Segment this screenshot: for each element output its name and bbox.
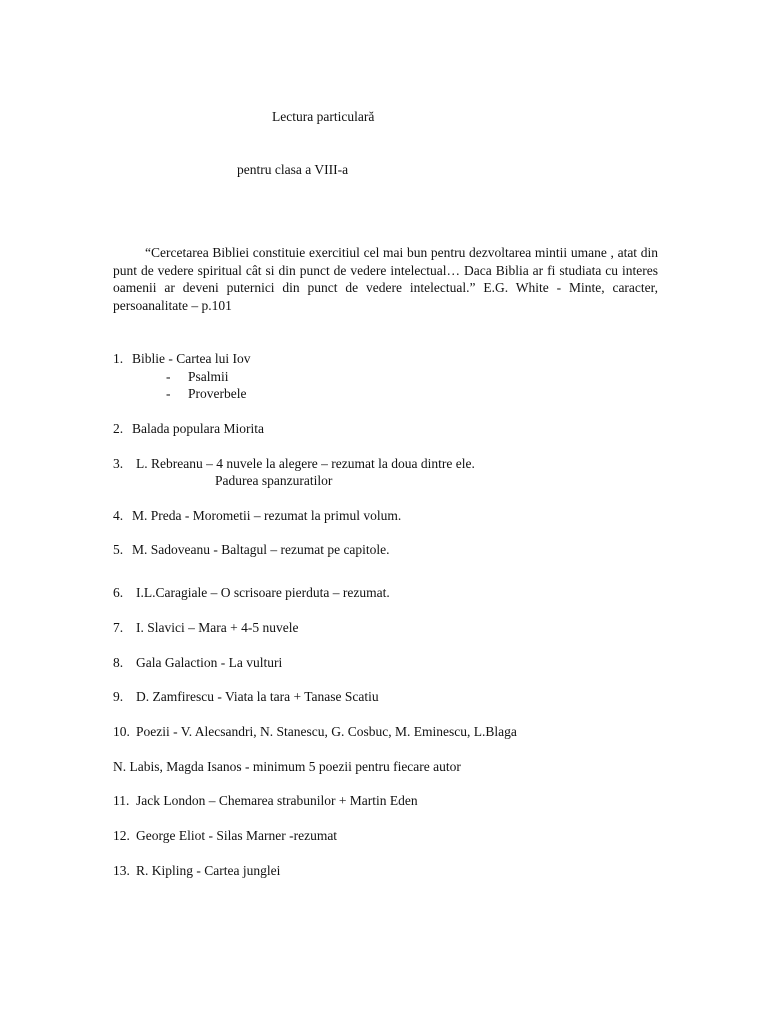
list-item-text: Balada populara Miorita bbox=[132, 421, 264, 436]
list-item bbox=[113, 688, 379, 705]
list-item bbox=[113, 827, 337, 844]
list-subitem-text: Psalmii bbox=[188, 369, 229, 384]
quote-paragraph: “Cercetarea Bibliei constituie exercitiul cel mai bun pentru dezvoltarea mintii umane , atat din punt de vedere spiritual cât si din punct de vedere intelectual… Daca Biblia ar fi studiata cu interes oamenii ar deveni puternici din punct de vedere intelectual.” E.G. White - Minte, caracter, persoanalitate – p.101 bbox=[113, 245, 658, 313]
list-item-text: Biblie - Cartea lui Iov bbox=[132, 351, 251, 366]
list-item bbox=[113, 619, 298, 636]
list-subitem bbox=[166, 368, 229, 385]
page-subtitle: pentru clasa a VIII-a bbox=[237, 162, 349, 177]
list-item-continuation: Padurea spanzuratilor bbox=[215, 473, 333, 488]
list-item-continuation: N. Labis, Magda Isanos - minimum 5 poezii pentru fiecare autor bbox=[113, 759, 461, 774]
list-item-number: 1. bbox=[113, 351, 124, 366]
list-item-number: 6. bbox=[113, 585, 124, 600]
list-item-number: 11. bbox=[113, 793, 130, 808]
list-subitem bbox=[166, 385, 246, 402]
list-subitem-bullet: - bbox=[166, 369, 171, 384]
list-item-number: 3. bbox=[113, 456, 124, 471]
list-item bbox=[113, 541, 390, 558]
list-item bbox=[113, 862, 280, 879]
page-title: Lectura particulară bbox=[272, 109, 375, 124]
list-item-number: 2. bbox=[113, 421, 124, 436]
list-item-number: 7. bbox=[113, 620, 124, 635]
list-subitem-text: Proverbele bbox=[188, 386, 247, 401]
list-item bbox=[113, 723, 517, 740]
list-item bbox=[113, 584, 390, 601]
list-item-text: Jack London – Chemarea strabunilor + Martin Eden bbox=[136, 793, 418, 808]
list-item bbox=[113, 654, 282, 671]
list-item-number: 8. bbox=[113, 655, 124, 670]
list-item bbox=[113, 350, 250, 367]
list-item-text: M. Sadoveanu - Baltagul – rezumat pe capitole. bbox=[132, 542, 390, 557]
list-item-number: 9. bbox=[113, 689, 124, 704]
list-item bbox=[113, 507, 401, 524]
list-item-text: George Eliot - Silas Marner -rezumat bbox=[136, 828, 338, 843]
list-item-text: Poezii - V. Alecsandri, N. Stanescu, G. Cosbuc, M. Eminescu, L.Blaga bbox=[136, 724, 517, 739]
list-item-number: 5. bbox=[113, 542, 124, 557]
list-item bbox=[113, 792, 418, 809]
list-item-text: L. Rebreanu – 4 nuvele la alegere – rezumat la doua dintre ele. bbox=[136, 456, 475, 471]
list-item-number: 4. bbox=[113, 508, 124, 523]
list-item-text: Gala Galaction - La vulturi bbox=[136, 655, 283, 670]
list-item bbox=[113, 420, 264, 437]
list-item-text: R. Kipling - Cartea junglei bbox=[136, 863, 281, 878]
list-item-text: I. Slavici – Mara + 4-5 nuvele bbox=[136, 620, 299, 635]
list-item-text: M. Preda - Morometii – rezumat la primul volum. bbox=[132, 508, 402, 523]
list-item-text: I.L.Caragiale – O scrisoare pierduta – rezumat. bbox=[136, 585, 390, 600]
list-item-number: 12. bbox=[113, 828, 130, 843]
list-subitem-bullet: - bbox=[166, 386, 171, 401]
list-item-number: 10. bbox=[113, 724, 130, 739]
list-item-number: 13. bbox=[113, 863, 130, 878]
list-item-text: D. Zamfirescu - Viata la tara + Tanase Scatiu bbox=[136, 689, 379, 704]
list-item bbox=[113, 455, 475, 472]
